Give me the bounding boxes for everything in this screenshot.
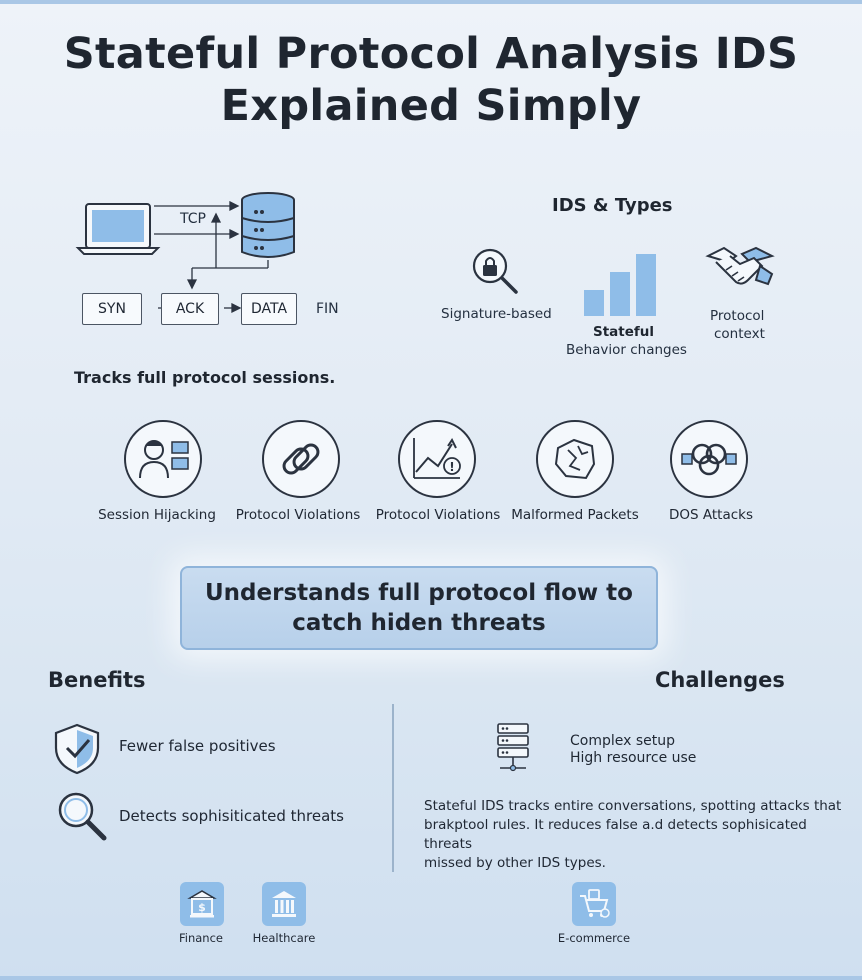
protocol-label: Protocol: [710, 308, 765, 324]
threat-label-session-hijacking: Session Hijacking: [98, 507, 216, 523]
bar-2: [610, 272, 630, 316]
benefits-heading: Benefits: [48, 668, 146, 692]
context-label: context: [714, 326, 765, 342]
stateful-label: Stateful: [593, 324, 655, 340]
description-line-1: Stateful IDS tracks entire conversations, spotting attacks that: [424, 798, 842, 814]
ack-step: ACK: [161, 293, 219, 325]
signature-lock-magnifier-icon: [466, 244, 530, 300]
svg-text:!: !: [449, 460, 455, 474]
shield-check-icon: [52, 722, 102, 776]
threat-label-dos-attacks: DOS Attacks: [668, 507, 753, 523]
bar-3: [636, 254, 656, 316]
server-rack-icon: [494, 722, 532, 774]
signature-based-label: Signature-based: [441, 306, 552, 322]
server-icon: [242, 193, 294, 257]
banner-line-2: catch hiden threats: [292, 610, 546, 636]
ecommerce-label: E-commerce: [557, 931, 631, 945]
threat-label-protocol-violations: Protocol Violations: [235, 507, 361, 523]
banner-line-1: Understands full protocol flow to: [205, 580, 633, 606]
title-line-2: Explained Simply: [220, 81, 642, 131]
stateful-bar-chart: [580, 236, 662, 318]
chain-link-icon: [262, 420, 340, 498]
challenge-complex-setup: Complex setup: [570, 733, 676, 749]
benefit-item-1: Fewer false positives: [119, 737, 276, 755]
challenges-description: [424, 797, 844, 873]
knot-icon: [670, 420, 748, 498]
data-step: DATA: [241, 293, 297, 325]
challenge-high-resource: High resource use: [570, 750, 697, 766]
ecommerce-cart-icon: [572, 882, 616, 926]
bottom-border: [0, 976, 862, 980]
tcp-label: TCP: [180, 211, 206, 227]
description-line-2: brakptool rules. It reduces false a.d detects sophisicated threats: [424, 817, 807, 852]
benefit-item-2: Detects sophisiticated threats: [119, 807, 344, 825]
finance-icon: [180, 882, 224, 926]
syn-step: SYN: [82, 293, 142, 325]
description-line-3: missed by other IDS types.: [424, 855, 606, 871]
handshake-icon: [702, 240, 778, 300]
ids-types-heading: IDS & Types: [552, 195, 673, 216]
section-divider: [392, 704, 394, 872]
healthcare-label: Healthcare: [252, 931, 316, 945]
laptop-icon: [78, 204, 158, 254]
top-border: [0, 0, 862, 4]
finance-label: Finance: [179, 931, 223, 945]
svg-text:$: $: [198, 901, 206, 914]
warning-trend-icon: [398, 420, 476, 498]
user-monitor-icon: [124, 420, 202, 498]
bar-1: [584, 290, 604, 316]
threat-label-malformed-packets: Malformed Packets: [511, 507, 639, 523]
healthcare-icon: [262, 882, 306, 926]
magnifier-icon: [54, 788, 110, 844]
broken-packet-icon: [536, 420, 614, 498]
title-line-1: Stateful Protocol Analysis IDS: [63, 29, 799, 79]
key-message-banner: [180, 566, 658, 650]
page-title: [0, 28, 862, 132]
flow-caption: Tracks full protocol sessions.: [74, 368, 336, 387]
behavior-changes-label: Behavior changes: [566, 342, 687, 358]
fin-step: FIN: [316, 301, 339, 317]
threat-label-protocol-violations-2: Protocol Violations: [375, 507, 501, 523]
challenges-heading: Challenges: [655, 668, 785, 692]
